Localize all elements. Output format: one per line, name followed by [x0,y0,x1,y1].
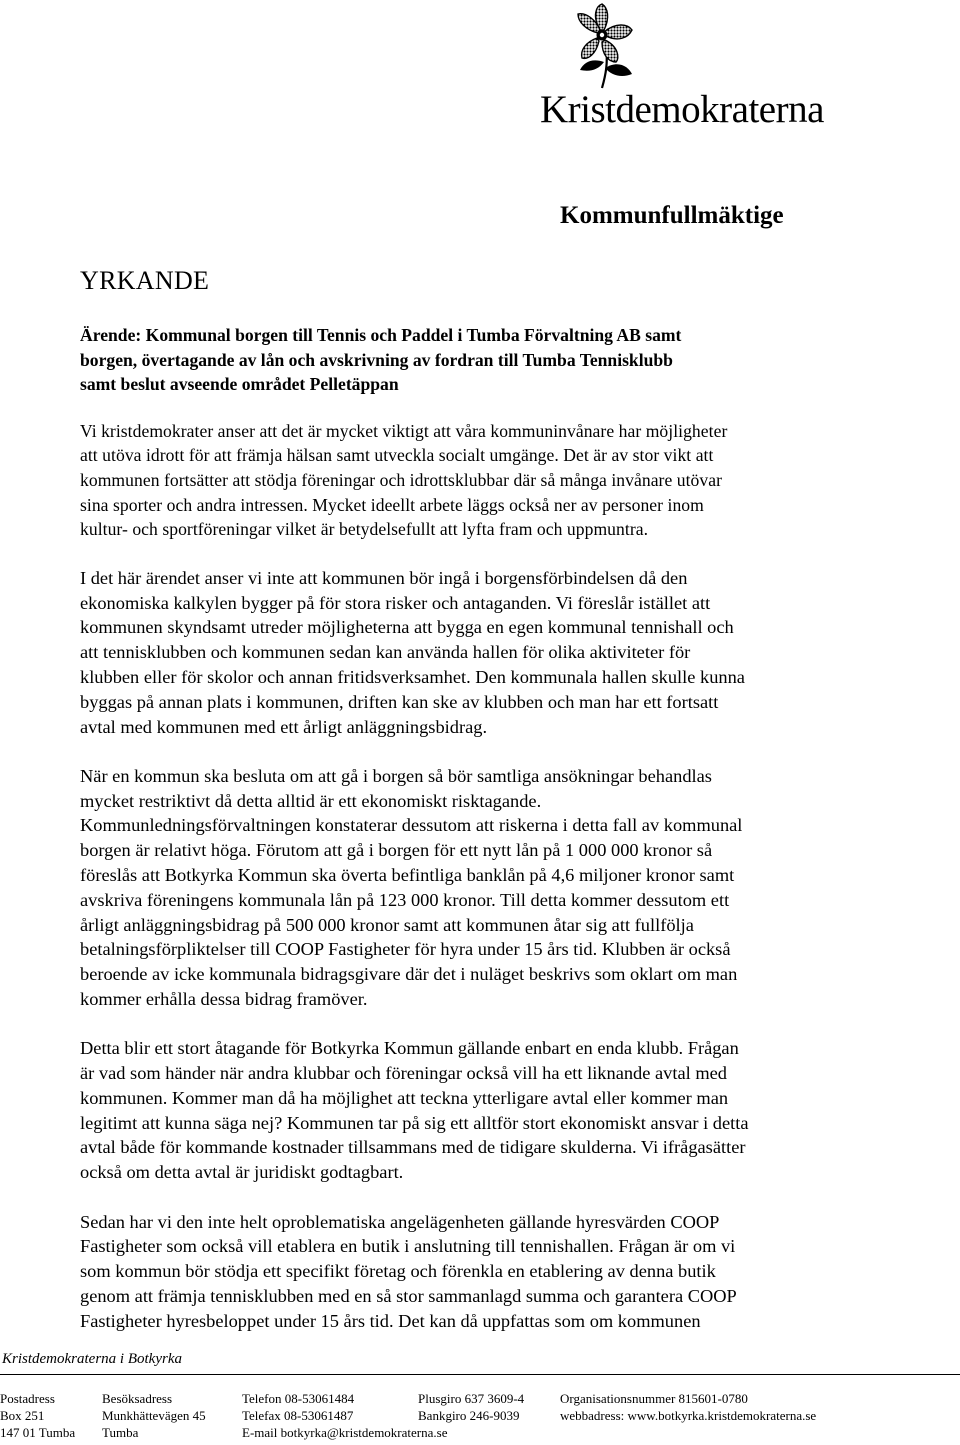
text-line: Fastigheter som också vill etablera en butik i anslutning till tennishallen. Frågan är om vi [80,1236,736,1257]
text-line: klubben eller för skolor och annan fritidsverksamhet. Den kommunala hallen skulle kunna [80,666,745,687]
footer-cell: Besöksadress [102,1391,173,1406]
footer-cell: Postadress [0,1391,55,1406]
paragraph-2 [80,566,880,740]
text-line: avtal både för kommande kostnader tillsammans med de tidigare skulderna. Vi ifrågasätter [80,1137,746,1158]
text-line: legitimt att kunna säga nej? Kommunen tar på sig ett alltför stort ekonomiskt ansvar i detta [80,1112,749,1133]
text-line: betalningsförpliktelser till COOP Fastigheter för hyra under 15 års tid. Klubben är också [80,939,731,960]
text-line: Vi kristdemokrater anser att det är mycket viktigt att våra kommuninvånare har möjligheter [80,420,728,441]
paragraph-4 [80,1036,880,1185]
footer-cell: 147 01 Tumba [0,1425,76,1440]
document-content [80,323,880,1334]
text-line: Detta blir ett stort åtagande för Botkyrka Kommun gällande enbart en enda klubb. Frågan [80,1038,739,1059]
subject-line: Ärende: Kommunal borgen till Tennis och Paddel i Tumba Förvaltning AB samt [80,325,682,345]
text-line: Kommunledningsförvaltningen konstaterar dessutom att riskerna i detta fall av kommunal [80,815,743,836]
text-line: Fastigheter hyresbeloppet under 15 års tid. Det kan då uppfattas som om kommunen [80,1310,701,1331]
text-line: mycket restriktivt då detta alltid är ett ekonomiskt risktagande. [80,790,542,811]
text-line: föreslås att Botkyrka Kommun ska överta befintliga banklån på 4,6 miljoner kronor samt [80,865,735,886]
text-line: ekonomiska kalkylen bygger på för stora risker och antaganden. Vi föreslår istället att [80,592,711,613]
text-line: borgen är relativt höga. Förutom att gå i borgen för ett nytt lån på 1 000 000 kronor så [80,840,713,861]
text-line: byggas på annan plats i kommunen, driften kan ske av klubben och man har ett fortsatt [80,691,719,712]
text-line: är vad som händer när andra klubbar och föreningar också vill ha ett liknande avtal med [80,1063,728,1084]
paragraph-3 [80,764,880,1012]
brand-name: Kristdemokraterna [540,88,824,131]
footer-org-name: Kristdemokraterna i Botkyrka [2,1351,182,1367]
text-line: beroende av icke kommunala bidragsgivare där det i nuläget beskrivs som oklart om man [80,964,738,985]
text-line: Sedan har vi den inte helt oproblematiska angelägenheten gällande hyresvärden COOP [80,1211,720,1232]
text-line: att tennisklubben och kommunen sedan kan använda hallen för olika aktiviteter för [80,642,691,663]
text-line: kultur- och sportföreningar vilket är betydelsefullt att lyfta fram och uppmuntra. [80,519,649,540]
flower-logo-icon [562,2,638,90]
footer-cell: Bankgiro 246-9039 [418,1408,520,1423]
subject-line: borgen, övertagande av lån och avskrivning av fordran till Tumba Tennisklubb [80,349,673,370]
text-line: genom att främja tennisklubben med en så stor sammanlagd summa och garantera COOP [80,1285,737,1306]
recipient-body: Kommunfullmäktige [560,202,784,229]
footer-cell: Tumba [102,1425,139,1440]
text-line: kommunen skyndsamt utreder möjligheterna att bygga en egen kommunal tennishall och [80,617,734,638]
footer-row [0,1424,960,1441]
footer-cell: Telefon 08-53061484 [242,1391,355,1406]
subject-heading [80,323,880,397]
paragraph-1 [80,419,880,542]
text-line: sina sporter och andra intressen. Mycket ideellt arbete läggs också ner av personer inom [80,494,704,515]
text-line: årligt anläggningsbidrag på 500 000 kronor samt att kommunen åtar sig att fullfölja [80,914,694,935]
footer-row [0,1390,960,1407]
document-type: YRKANDE [80,266,210,295]
footer-divider [0,1374,960,1375]
text-line: att utöva idrott för att främja hälsan samt utveckla socialt umgänge. Det är av stor vikt att [80,445,714,466]
footer-cell: Plusgiro 637 3609-4 [418,1391,525,1406]
text-line: När en kommun ska besluta om att gå i borgen så bör samtliga ansökningar behandlas [80,765,712,786]
text-line: kommer erhålla dessa bidrag framöver. [80,989,368,1009]
footer-cell: Munkhättevägen 45 [102,1408,206,1423]
subject-line: samt beslut avseende området Pelletäppan [80,374,399,395]
text-line: avskriva föreningens kommunala lån på 123 000 kronor. Till detta kommer dessutom ett [80,889,730,910]
footer-email: E-mail botkyrka@kristdemokraterna.se [242,1425,448,1440]
footer-cell: Organisationsnummer 815601-0780 [560,1391,748,1406]
paragraph-5 [80,1210,880,1334]
text-line: kommunen fortsätter att stödja föreningar och idrottsklubbar där så många invånare utövar [80,469,723,490]
text-line: som kommun bör stödja ett specifikt företag och förenkla en etablering av denna butik [80,1261,716,1282]
text-line: också om detta avtal är juridiskt godtagbart. [80,1162,404,1183]
footer-contact [0,1390,960,1441]
footer-row [0,1407,960,1424]
text-line: avtal med kommunen med ett årligt anläggningsbidrag. [80,716,488,737]
footer-cell: Box 251 [0,1408,45,1423]
party-logo [540,0,860,140]
footer-cell: Telefax 08-53061487 [242,1408,354,1423]
footer-cell: webbadress: www.botkyrka.kristdemokraterna.se [560,1408,817,1423]
text-line: kommunen. Kommer man då ha möjlighet att teckna ytterligare avtal eller kommer man [80,1087,729,1108]
text-line: I det här ärendet anser vi inte att kommunen bör ingå i borgensförbindelsen då den [80,567,688,588]
